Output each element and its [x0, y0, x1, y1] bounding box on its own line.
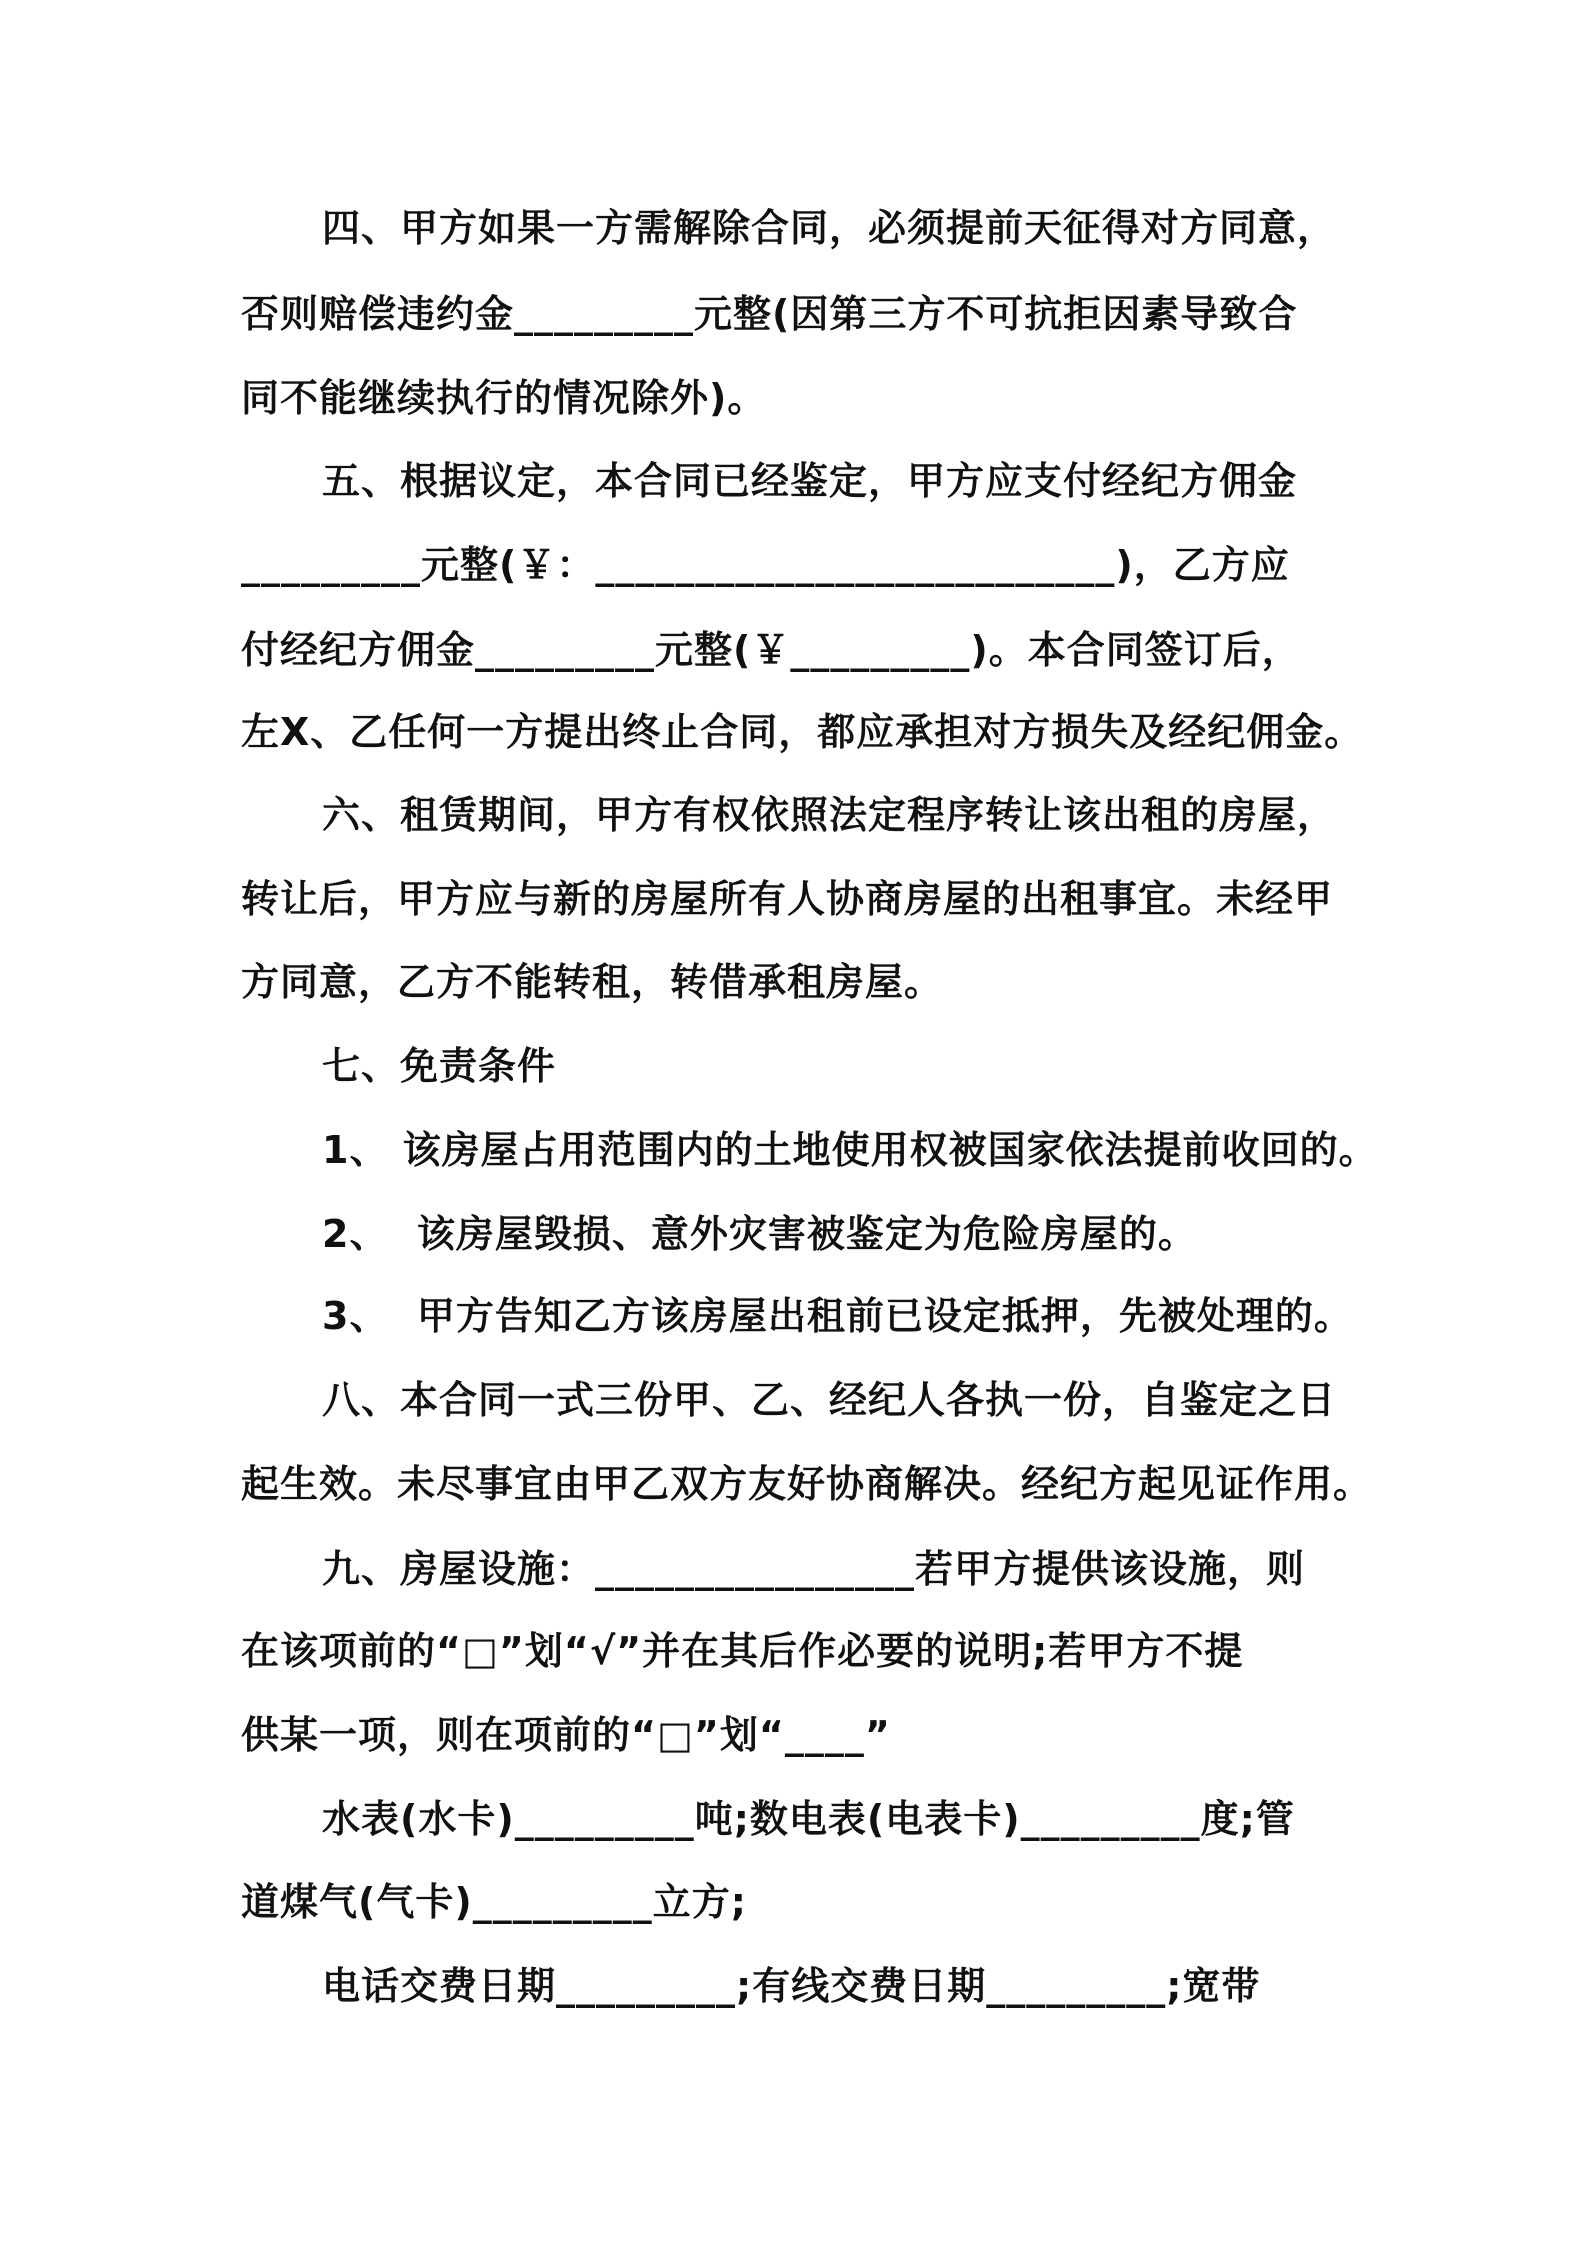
utilities-line-3: 电话交费日期_________;有线交费日期_________;宽带 [322, 1964, 1261, 2008]
clause-7-heading: 七、免责条件 [322, 1044, 557, 1088]
clause-5-line-3: 付经纪方佣金_________元整(￥_________)。本合同签订后， [241, 628, 1301, 672]
clause-4-line-1: 四、甲方如果一方需解除合同，必须提前天征得对方同意， [322, 206, 1337, 250]
clause-6-line-1: 六、租赁期间，甲方有权依照法定程序转让该出租的房屋， [322, 793, 1337, 837]
clause-4-line-3: 同不能继续执行的情况除外)。 [241, 376, 767, 420]
clause-5-line-4: 左X、乙任何一方提出终止合同，都应承担对方损失及经纪佣金。 [241, 710, 1364, 754]
utilities-line-2: 道煤气(气卡)_________立方; [241, 1880, 747, 1924]
clause-8-line-1: 八、本合同一式三份甲、乙、经纪人各执一份，自鉴定之日 [322, 1378, 1337, 1422]
clause-7-item-2: 2、 该房屋毁损、意外灾害被鉴定为危险房屋的。 [322, 1212, 1197, 1256]
clause-4-line-2: 否则赔偿违约金_________元整(因第三方不可抗拒因素导致合 [241, 292, 1298, 336]
clause-5-line-1: 五、根据议定，本合同已经鉴定，甲方应支付经纪方佣金 [322, 459, 1298, 503]
clause-7-item-3: 3、 甲方告知乙方该房屋出租前已设定抵押，先被处理的。 [322, 1294, 1353, 1338]
clause-6-line-2: 转让后，甲方应与新的房屋所有人协商房屋的出租事宜。未经甲 [241, 877, 1334, 921]
clause-9-line-1: 九、房屋设施：________________若甲方提供该设施，则 [322, 1547, 1306, 1591]
clause-9-line-3: 供某一项，则在项前的“□”划“____” [241, 1713, 891, 1757]
clause-5-line-2: _________元整(￥：__________________________)，乙方应 [241, 543, 1290, 587]
clause-6-line-3: 方同意，乙方不能转租，转借承租房屋。 [241, 960, 944, 1004]
utilities-line-1: 水表(水卡)_________吨;数电表(电表卡)_________度;管 [322, 1797, 1295, 1841]
clause-8-line-2: 起生效。未尽事宜由甲乙双方友好协商解决。经纪方起见证作用。 [241, 1462, 1373, 1506]
clause-9-line-2: 在该项前的“□”划“√”并在其后作必要的说明;若甲方不提 [241, 1629, 1244, 1673]
clause-7-item-1: 1、 该房屋占用范围内的土地使用权被国家依法提前收回的。 [322, 1128, 1378, 1172]
